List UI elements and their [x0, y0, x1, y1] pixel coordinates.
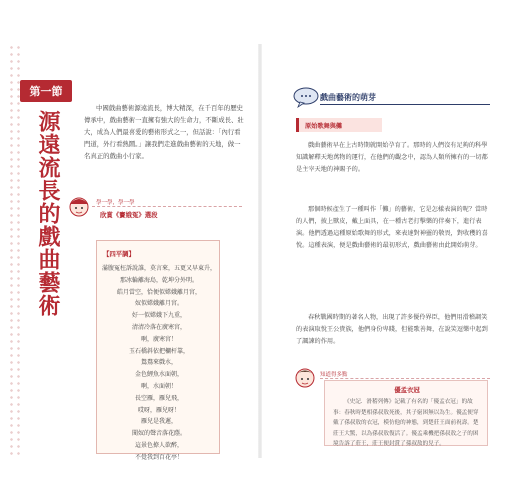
poem-line: 好一似嫦娥下九重，: [131, 312, 186, 320]
poem-line: 奴似嫦娥離月宮。: [134, 300, 183, 308]
learn-label: 學一學，學一學: [96, 200, 135, 206]
poem-line: 玉石橋斜依把欄杆靠，: [128, 347, 189, 355]
scholar-avatar-icon: [66, 194, 92, 222]
subheading: 原始歌舞與儺: [305, 123, 343, 130]
poem-box: [96, 240, 220, 461]
poem-line: 啊，廣寒宮！: [140, 335, 177, 343]
subheading-bar: [296, 118, 382, 132]
book-gutter: [258, 44, 262, 458]
know-dashed-line: [320, 378, 490, 379]
section-title: 源遠流長的戲曲藝術: [35, 110, 60, 317]
learn-dashed-line: [92, 206, 242, 207]
poem-line: 那冰輪離海島，乾坤分外明。: [119, 276, 198, 284]
poem-line: 清清冷落在廣寒宮，: [131, 323, 186, 331]
know-text: 《史記．滑稽列傳》記載了有名的「優孟衣冠」的故事：春秋時楚相孫叔敖死後，其子窮困無以為生。優孟便穿戴了孫叔敖的衣冠，模仿他的神態，到楚莊王面前祝壽。楚莊王大驚，以為孫叔敖復活了。優孟乘機把孫叔敖之子的困境告訴了莊王，莊王便封賞了孫叔敖的兒子。: [333, 399, 479, 448]
section-badge: 第一節: [20, 80, 72, 102]
learn-subtitle: 欣賞《竇娥冤》選段: [100, 211, 158, 219]
poem-lines: [97, 263, 221, 464]
student-avatar-icon: [292, 364, 318, 392]
poem-title: 【四平調】: [103, 250, 135, 258]
decorative-side-stripe: [8, 44, 22, 458]
right-page-heading: 戲曲藝術的萌芽: [320, 93, 376, 102]
paragraph: 那個時候產生了一種叫作「儺」的藝術，它是怎樣表演的呢？當時的人們，披上獸皮，戴上面具，在一種古老打擊樂的伴奏下，進行表演。他們透過這種原始歌舞的形式，來表達對神靈的敬畏，對收穫的喜悅。這種表演，便是戲曲藝術的最初形式，戲曲藝術由此開始萌芽。: [296, 206, 488, 249]
poem-line: 鴛鴦來戲水，: [140, 359, 177, 367]
paragraph: 戲曲藝術早在上古時期就開始孕育了。那時的人們沒有足夠的科學知識解釋天地萬物的運行，在他們的觀念中，認為人類所擁有的一切都是主宰天地的神賜予的。: [296, 142, 488, 173]
know-title: 優孟衣冠: [394, 386, 420, 394]
know-box: [324, 380, 488, 446]
right-page: [266, 44, 514, 458]
poem-line: 聞奴的聲音落花蔭。: [131, 430, 186, 438]
poem-line: 滿腹冤枉訴說誰，莫言來，五更又早東升，: [101, 265, 216, 272]
know-label: 知道得多點: [320, 372, 348, 378]
poem-line: 長空雁，雁兒飛，: [134, 394, 183, 402]
left-page: [8, 44, 256, 461]
poem-line: 這景色撩人欲醉，: [134, 441, 183, 449]
intro-paragraph: 中國戲曲藝術源遠流長，博大精深，在千百年的歷史傳承中，戲曲藝術一直擁有強大的生命力，不斷成長、壯大，成為人們最喜愛的藝術形式之一，但話說：「內行看門道，外行看熱鬧。」讓我們走進戲曲藝術的天地，做一名真正的戲曲小行家。: [84, 104, 244, 160]
poem-line: 金色鯉魚水面朝，: [134, 371, 183, 379]
poem-line: 不覺我到百花亭！: [134, 453, 183, 461]
poem-line: 啊，水面朝！: [140, 382, 177, 390]
poem-line: 哎呀，雁兒呀！: [137, 406, 180, 414]
speech-bubble-icon: [292, 86, 322, 108]
learn-header: [66, 194, 250, 230]
heading-underline: [320, 104, 490, 105]
poem-line: 皓月當空，恰便似嫦娥離月宮，: [116, 288, 201, 296]
poem-line: 雁兒是我遲，: [140, 418, 177, 426]
paragraph: 春秋戰國時期的著名人物，出現了許多優伶界臣，他們用滑稽調笑的表演取悅王公貴族，他們身份卑賤，但能歌善舞，在說笑逗樂中起到了諷諫的作用。: [296, 314, 488, 345]
